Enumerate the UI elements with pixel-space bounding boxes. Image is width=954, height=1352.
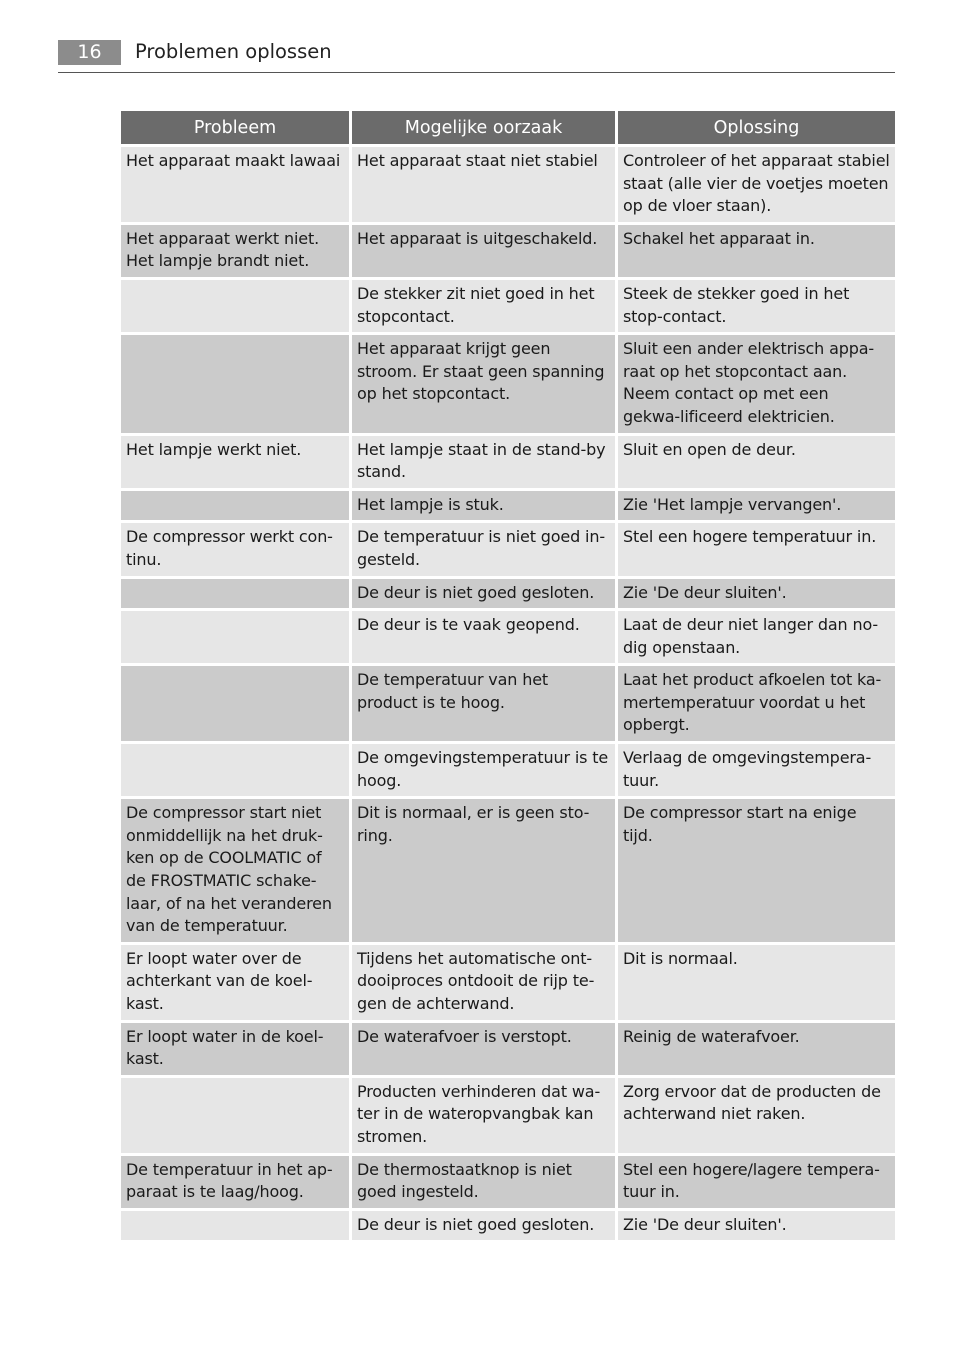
cell-solution: Dit is normaal. (618, 945, 895, 1020)
cell-solution: Controleer of het apparaat stabiel staat (alle vier de voetjes moeten op de vloer staan). (618, 147, 895, 222)
cell-solution: Steek de stekker goed in het stop-contact. (618, 280, 895, 332)
table-row (121, 799, 895, 942)
cell-solution: Reinig de waterafvoer. (618, 1023, 895, 1075)
cell-cause: Dit is normaal, er is geen sto-ring. (352, 799, 615, 942)
cell-cause: De waterafvoer is verstopt. (352, 1023, 615, 1075)
cell-problem: De compressor werkt con-tinu. (121, 523, 349, 575)
cell-cause: Het lampje is stuk. (352, 491, 615, 521)
cell-solution: Sluit en open de deur. (618, 436, 895, 488)
cell-solution: Sluit een ander elektrisch appa-raat op het stopcontact aan. Neem contact op met een gekwa-lificeerd elektricien. (618, 335, 895, 432)
cell-problem: Het apparaat maakt lawaai (121, 147, 349, 222)
cell-problem (121, 744, 349, 796)
section-title: Problemen oplossen (135, 40, 332, 63)
cell-cause: Het apparaat is uitgeschakeld. (352, 225, 615, 277)
cell-solution: Laat het product afkoelen tot ka-mertemperatuur voordat u het opbergt. (618, 666, 895, 741)
cell-cause: Het apparaat krijgt geen stroom. Er staat geen spanning op het stopcontact. (352, 335, 615, 432)
table-row (121, 666, 895, 741)
table-row (121, 579, 895, 609)
cell-problem (121, 1078, 349, 1153)
table-header-row (121, 111, 895, 144)
cell-problem (121, 611, 349, 663)
cell-problem (121, 491, 349, 521)
cell-solution: Zie 'Het lampje vervangen'. (618, 491, 895, 521)
cell-cause: De thermostaatknop is niet goed ingesteld. (352, 1156, 615, 1208)
table-row (121, 744, 895, 796)
cell-cause: Tijdens het automatische ont-dooiproces ontdooit de rijp te-gen de achterwand. (352, 945, 615, 1020)
cell-solution: Zorg ervoor dat de producten de achterwand niet raken. (618, 1078, 895, 1153)
cell-solution: Schakel het apparaat in. (618, 225, 895, 277)
table-row (121, 1156, 895, 1208)
table-row (121, 436, 895, 488)
cell-cause: De deur is te vaak geopend. (352, 611, 615, 663)
column-header-cause: Mogelijke oorzaak (352, 111, 615, 144)
cell-problem: Het lampje werkt niet. (121, 436, 349, 488)
cell-problem: Er loopt water in de koel-kast. (121, 1023, 349, 1075)
column-header-solution: Oplossing (618, 111, 895, 144)
cell-problem (121, 280, 349, 332)
table-row (121, 1023, 895, 1075)
cell-cause: Het apparaat staat niet stabiel (352, 147, 615, 222)
table-body (121, 147, 895, 1240)
cell-problem (121, 335, 349, 432)
table-row (121, 335, 895, 432)
page-header (58, 40, 895, 73)
cell-cause: De temperatuur is niet goed in-gesteld. (352, 523, 615, 575)
table-row (121, 225, 895, 277)
cell-cause: De deur is niet goed gesloten. (352, 1211, 615, 1241)
cell-cause: De deur is niet goed gesloten. (352, 579, 615, 609)
table-row (121, 147, 895, 222)
cell-solution: Stel een hogere/lagere tempera-tuur in. (618, 1156, 895, 1208)
cell-solution: Laat de deur niet langer dan no-dig openstaan. (618, 611, 895, 663)
cell-solution: Stel een hogere temperatuur in. (618, 523, 895, 575)
cell-solution: Zie 'De deur sluiten'. (618, 579, 895, 609)
cell-problem (121, 579, 349, 609)
page-number: 16 (58, 40, 121, 65)
table-row (121, 523, 895, 575)
cell-cause: De omgevingstemperatuur is te hoog. (352, 744, 615, 796)
cell-problem: De temperatuur in het ap-paraat is te laag/hoog. (121, 1156, 349, 1208)
cell-problem: Het apparaat werkt niet. Het lampje brandt niet. (121, 225, 349, 277)
cell-solution: De compressor start na enige tijd. (618, 799, 895, 942)
table-row (121, 1211, 895, 1241)
cell-cause: Het lampje staat in de stand-by stand. (352, 436, 615, 488)
cell-cause: De temperatuur van het product is te hoog. (352, 666, 615, 741)
cell-problem: De compressor start niet onmiddellijk na het druk-ken op de COOLMATIC of de FROSTMATIC schake-laar, of na het veranderen van de temperatuur. (121, 799, 349, 942)
table-row (121, 945, 895, 1020)
cell-problem (121, 1211, 349, 1241)
table-row (121, 611, 895, 663)
cell-cause: De stekker zit niet goed in het stopcontact. (352, 280, 615, 332)
cell-problem: Er loopt water over de achterkant van de koel-kast. (121, 945, 349, 1020)
column-header-problem: Probleem (121, 111, 349, 144)
table-row (121, 1078, 895, 1153)
cell-cause: Producten verhinderen dat wa-ter in de wateropvangbak kan stromen. (352, 1078, 615, 1153)
table-row (121, 491, 895, 521)
cell-solution: Zie 'De deur sluiten'. (618, 1211, 895, 1241)
cell-solution: Verlaag de omgevingstempera-tuur. (618, 744, 895, 796)
cell-problem (121, 666, 349, 741)
table-row (121, 280, 895, 332)
troubleshooting-table (118, 108, 898, 1243)
